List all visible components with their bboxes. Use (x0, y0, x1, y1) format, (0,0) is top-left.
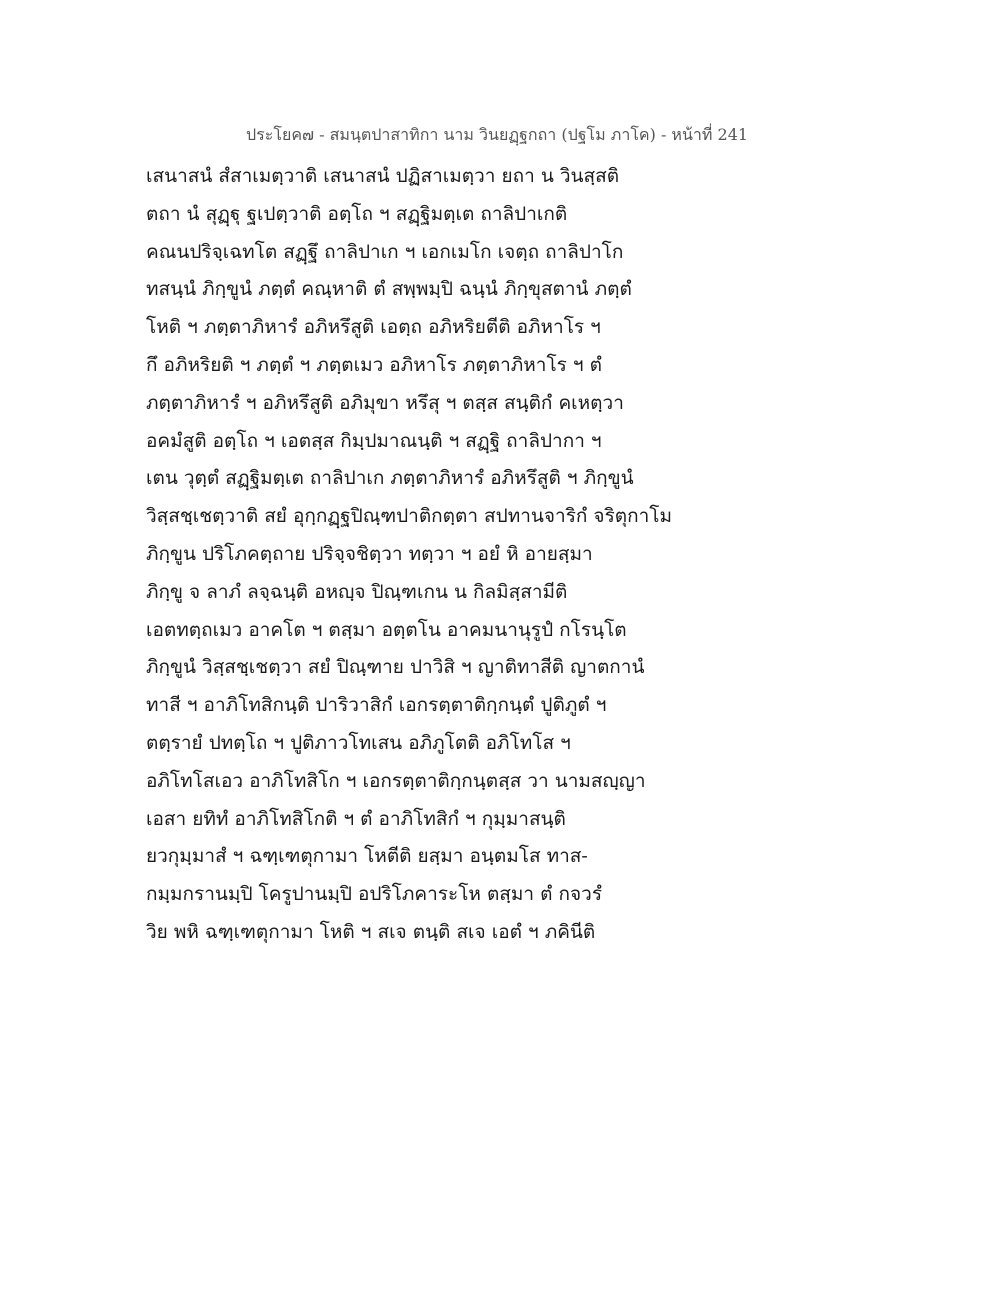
running-header: ประโยค๗ - สมนฺตปาสาทิกา นาม วินยฏฺฐกถา (ปฐโม ภาโค) - หน้าที่ 241 (246, 125, 749, 144)
text-line: เตน วุตฺตํ สฏฺฐิมตฺเต ถาลิปาเก ภตฺตาภิหารํ อภิหรึสูติ ฯ ภิกฺขูนํ (146, 467, 634, 490)
text-line: ตถา นํ สุฏฺฐุ ฐเปตฺวาติ อตฺโถ ฯ สฏฺฐิมตฺเต ถาลิปาเกติ (146, 202, 568, 225)
text-line: โหติ ฯ ภตฺตาภิหารํ อภิหรึสูติ เอตฺถ อภิหริยตีติ อภิหาโร ฯ (146, 316, 601, 339)
text-line: ยวกุมฺมาสํ ฯ ฉฑฺเฑตุกามา โหตีติ ยสฺมา อนฺตมโส ทาส- (146, 845, 588, 868)
body-text (146, 158, 746, 952)
text-line: วิย พหิ ฉฑฺเฑตุกามา โหติ ฯ สเจ ตนฺติ สเจ เอตํ ฯ ภคินีติ (146, 920, 596, 943)
text-line: ภิกฺขู จ ลาภํ ลจฺฉนฺติ อหญฺจ ปิณฺฑเกน น กิลมิสฺสามีติ (146, 580, 568, 603)
text-line: วิสฺสชฺเชตฺวาติ สยํ อุกฺกฏฺฐปิณฺฑปาติกตฺตา สปทานจาริกํ จริตุกาโม (146, 505, 673, 528)
text-line: ภิกฺขูน ปริโภคตฺถาย ปริจฺจชิตฺวา ทตฺวา ฯ อยํ หิ อายสฺมา (146, 542, 593, 565)
text-line: คณนปริจฺเฉทโต สฏฺฐึ ถาลิปาเก ฯ เอกเมโก เจตฺถ ถาลิปาโก (146, 240, 624, 263)
text-line: กึ อภิหริยติ ฯ ภตฺตํ ฯ ภตฺตเมว อภิหาโร ภตฺตาภิหาโร ฯ ตํ (146, 353, 602, 376)
text-line: อคมํสูติ อตฺโถ ฯ เอตสฺส กิมฺปมาณนฺติ ฯ สฏฺฐิ ถาลิปากา ฯ (146, 429, 602, 452)
text-line: ทสนฺนํ ภิกฺขูนํ ภตฺตํ คณฺหาติ ตํ สพฺพมฺปิ ฉนฺนํ ภิกฺขุสตานํ ภตฺตํ (146, 278, 632, 301)
text-line: เสนาสนํ สํสาเมตฺวาติ เสนาสนํ ปฏิสาเมตฺวา ยถา น วินสฺสติ (146, 165, 620, 187)
text-line: ภตฺตาภิหารํ ฯ อภิหรึสูติ อภิมุขา หรึสุ ฯ ตสฺส สนฺติกํ คเหตฺวา (146, 391, 624, 414)
text-line: กมฺมกรานมฺปิ โครูปานมฺปิ อปริโภคาระโห ตสฺมา ตํ กจวรํ (146, 883, 603, 906)
text-line: ทาสี ฯ อาภิโทสิกนฺติ ปาริวาสิกํ เอกรตฺตาติกฺกนฺตํ ปูติภูตํ ฯ (146, 694, 607, 717)
text-line: ภิกฺขูนํ วิสฺสชฺเชตฺวา สยํ ปิณฺฑาย ปาวิสิ ฯ ญาติทาสีติ ญาตกานํ (146, 656, 645, 679)
text-line: เอสา ยทิทํ อาภิโทสิโกติ ฯ ตํ อาภิโทสิกํ ฯ กุมฺมาสนฺติ (146, 807, 566, 830)
text-line: อภิโทโสเอว อาภิโทสิโก ฯ เอกรตฺตาติกฺกนฺตสฺส วา นามสญฺญา (146, 769, 646, 792)
text-line: ตตฺรายํ ปทตฺโถ ฯ ปูติภาวโทเสน อภิภูโตติ อภิโทโส ฯ (146, 731, 571, 754)
text-line: เอตทตฺถเมว อาคโต ฯ ตสฺมา อตฺตโน อาคมนานุรูปํ กโรนฺโต (146, 618, 627, 641)
